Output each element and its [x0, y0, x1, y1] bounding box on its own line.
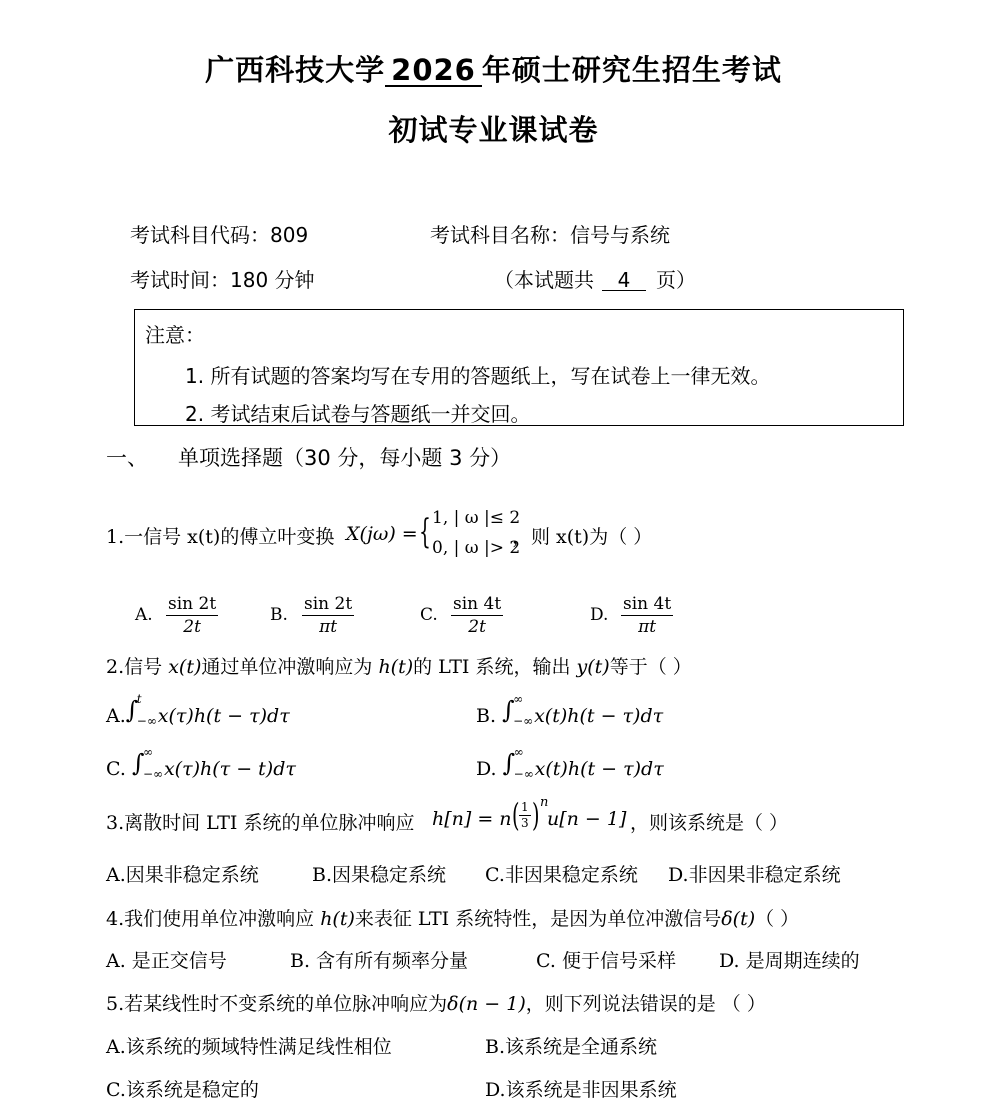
q5-option-d: D.该系统是非因果系统: [485, 1079, 677, 1101]
q4-stem-1: 4.我们使用单位冲激响应: [106, 908, 315, 930]
q2-option-c-label: C.: [106, 758, 126, 780]
q2-input-signal: x(t): [168, 656, 202, 678]
q1-stem: 1.一信号 x(t)的傅立叶变换: [106, 526, 335, 548]
q5-option-c: C.该系统是稳定的: [106, 1079, 259, 1101]
q2-impulse-response: h(t): [378, 656, 414, 678]
exam-time: 考试时间：180 分钟: [130, 268, 315, 292]
q2-option-a-body: x(τ)h(t − τ)dτ: [157, 705, 290, 727]
q3-option-b: B.因果稳定系统: [312, 864, 447, 886]
q2-option-c-lower: −∞: [142, 767, 164, 781]
q2-option-b-upper: ∞: [513, 692, 524, 706]
q4-option-c: C. 便于信号采样: [536, 950, 676, 972]
exam-year: 2026: [385, 55, 482, 87]
q3-paren-right: ): [532, 796, 540, 834]
q2-option-b: [476, 692, 664, 728]
q4-stem-2: 来表征 LTI 系统特性，是因为单位冲激信号: [354, 908, 722, 930]
page-count-suffix: 页）: [656, 268, 696, 292]
q1-option-c-fraction: [451, 594, 503, 638]
q2-option-a-lower: −∞: [136, 714, 157, 728]
q2-option-d-body: x(t)h(t − τ)dτ: [534, 758, 664, 780]
q2-option-d-upper: ∞: [513, 745, 524, 759]
q5-delta: δ(n − 1): [447, 993, 526, 1015]
q5-stem-2: ，则下列说法错误的是 （ ）: [525, 993, 766, 1015]
q2-option-d-label: D.: [476, 758, 497, 780]
q1-option-b-fraction: [302, 594, 354, 638]
q4-delta: δ(t): [721, 908, 756, 930]
page-count: [494, 264, 696, 293]
integral-sign: ∫: [131, 749, 145, 777]
title-suffix: 年硕士研究生招生考试: [481, 53, 782, 87]
q1-option-d-fraction: [621, 594, 673, 638]
q1-case-2: 0, | ω |> 2: [432, 538, 521, 558]
section-title: 单项选择题（30 分，每小题 3 分）: [178, 446, 512, 470]
q2-option-d-lower: −∞: [513, 767, 534, 781]
q1-option-c-label: C.: [420, 605, 438, 625]
q1-option-a-fraction: [166, 594, 218, 638]
q2-option-c-upper: ∞: [142, 745, 153, 759]
integral-sign: ∫: [125, 696, 139, 724]
q1-stem-end: ，则 x(t)为（ ）: [512, 526, 653, 548]
q4-option-a: A. 是正交信号: [106, 950, 227, 972]
q1-brace: {: [419, 512, 431, 552]
q2-stem: [106, 652, 692, 679]
q2-option-c: [106, 745, 296, 781]
q2-stem-4: 等于（ ）: [609, 656, 692, 678]
integral-sign: ∫: [502, 749, 516, 777]
q5-option-b: B.该系统是全通系统: [485, 1036, 658, 1058]
q3-math-u: u[n − 1]: [547, 808, 627, 830]
notice-item-1: 1. 所有试题的答案均写在专用的答题纸上，写在试卷上一律无效。: [185, 364, 771, 388]
q2-option-b-label: B.: [476, 705, 497, 727]
q2-option-b-body: x(t)h(t − τ)dτ: [534, 705, 664, 727]
q3-option-a: A.因果非稳定系统: [106, 864, 259, 886]
q2-stem-2: 通过单位冲激响应为: [201, 656, 373, 678]
q2-option-a: [106, 692, 290, 728]
page-count-prefix: （本试题共: [494, 268, 594, 292]
q2-option-b-lower: −∞: [513, 714, 534, 728]
integral-sign: ∫: [502, 696, 515, 724]
q3-stem: 3.离散时间 LTI 系统的单位脉冲响应: [106, 812, 415, 834]
q4-option-b: B. 含有所有频率分量: [290, 950, 469, 972]
q1-option-b-label: B.: [270, 605, 288, 625]
q3-fraction-den: 3: [521, 816, 529, 830]
q1-option-d-num: sin 4t: [623, 594, 672, 614]
q4-impulse-response: h(t): [320, 908, 355, 930]
subject-code: 考试科目代码：809: [130, 223, 309, 247]
q1-option-b-num: sin 2t: [304, 594, 353, 614]
q2-option-a-upper: t: [136, 692, 142, 706]
q2-output-signal: y(t): [576, 656, 610, 678]
q3-stem-end: ，则该系统是（ ）: [630, 812, 789, 834]
q1-option-d-label: D.: [590, 605, 609, 625]
subject-name: 考试科目名称：信号与系统: [430, 223, 670, 247]
q1-option-a-label: A.: [135, 605, 153, 625]
notice-title: 注意：: [145, 323, 205, 347]
q3-option-d: D.非因果非稳定系统: [668, 864, 841, 886]
title-prefix: 广西科技大学: [205, 53, 386, 87]
q2-stem-3: 的 LTI 系统，输出: [413, 656, 571, 678]
q1-option-b-den: πt: [319, 617, 338, 637]
notice-item-2: 2. 考试结束后试卷与答题纸一并交回。: [185, 402, 531, 426]
q1-option-c-num: sin 4t: [453, 594, 502, 614]
q2-option-a-label: A.: [106, 705, 126, 727]
q3-option-c: C.非因果稳定系统: [485, 864, 638, 886]
q5-stem: [106, 989, 766, 1016]
q5-stem-1: 5.若某线性时不变系统的单位脉冲响应为: [106, 993, 448, 1015]
q5-option-a: A.该系统的频域特性满足线性相位: [106, 1036, 392, 1058]
q1-case-1: 1, | ω |≤ 2: [432, 508, 521, 528]
q3-fraction-num: 1: [521, 800, 529, 814]
section-number: 一、: [106, 446, 148, 470]
q2-stem-1: 2.信号: [106, 656, 163, 678]
q2-option-d: [476, 745, 664, 781]
q4-stem: [106, 904, 799, 931]
q1-option-a-den: 2t: [183, 617, 201, 637]
q3-math-h: h[n] = n: [432, 808, 512, 830]
q1-option-a-num: sin 2t: [168, 594, 217, 614]
q1-option-d-den: πt: [638, 617, 657, 637]
exam-subtitle: 初试专业课试卷: [388, 113, 599, 147]
exam-title: [0, 48, 987, 89]
q2-option-c-body: x(τ)h(τ − t)dτ: [163, 758, 296, 780]
q1-math-lhs: X(jω) =: [346, 523, 418, 545]
q3-fraction: [519, 800, 531, 831]
q1-option-c-den: 2t: [468, 617, 486, 637]
q3-exponent: n: [540, 795, 549, 810]
notice-box: [134, 309, 904, 426]
q3-paren-left: (: [512, 796, 520, 834]
q4-stem-3: （ ）: [755, 908, 800, 930]
q4-option-d: D. 是周期连续的: [719, 950, 860, 972]
page-count-number: 4: [602, 270, 646, 291]
